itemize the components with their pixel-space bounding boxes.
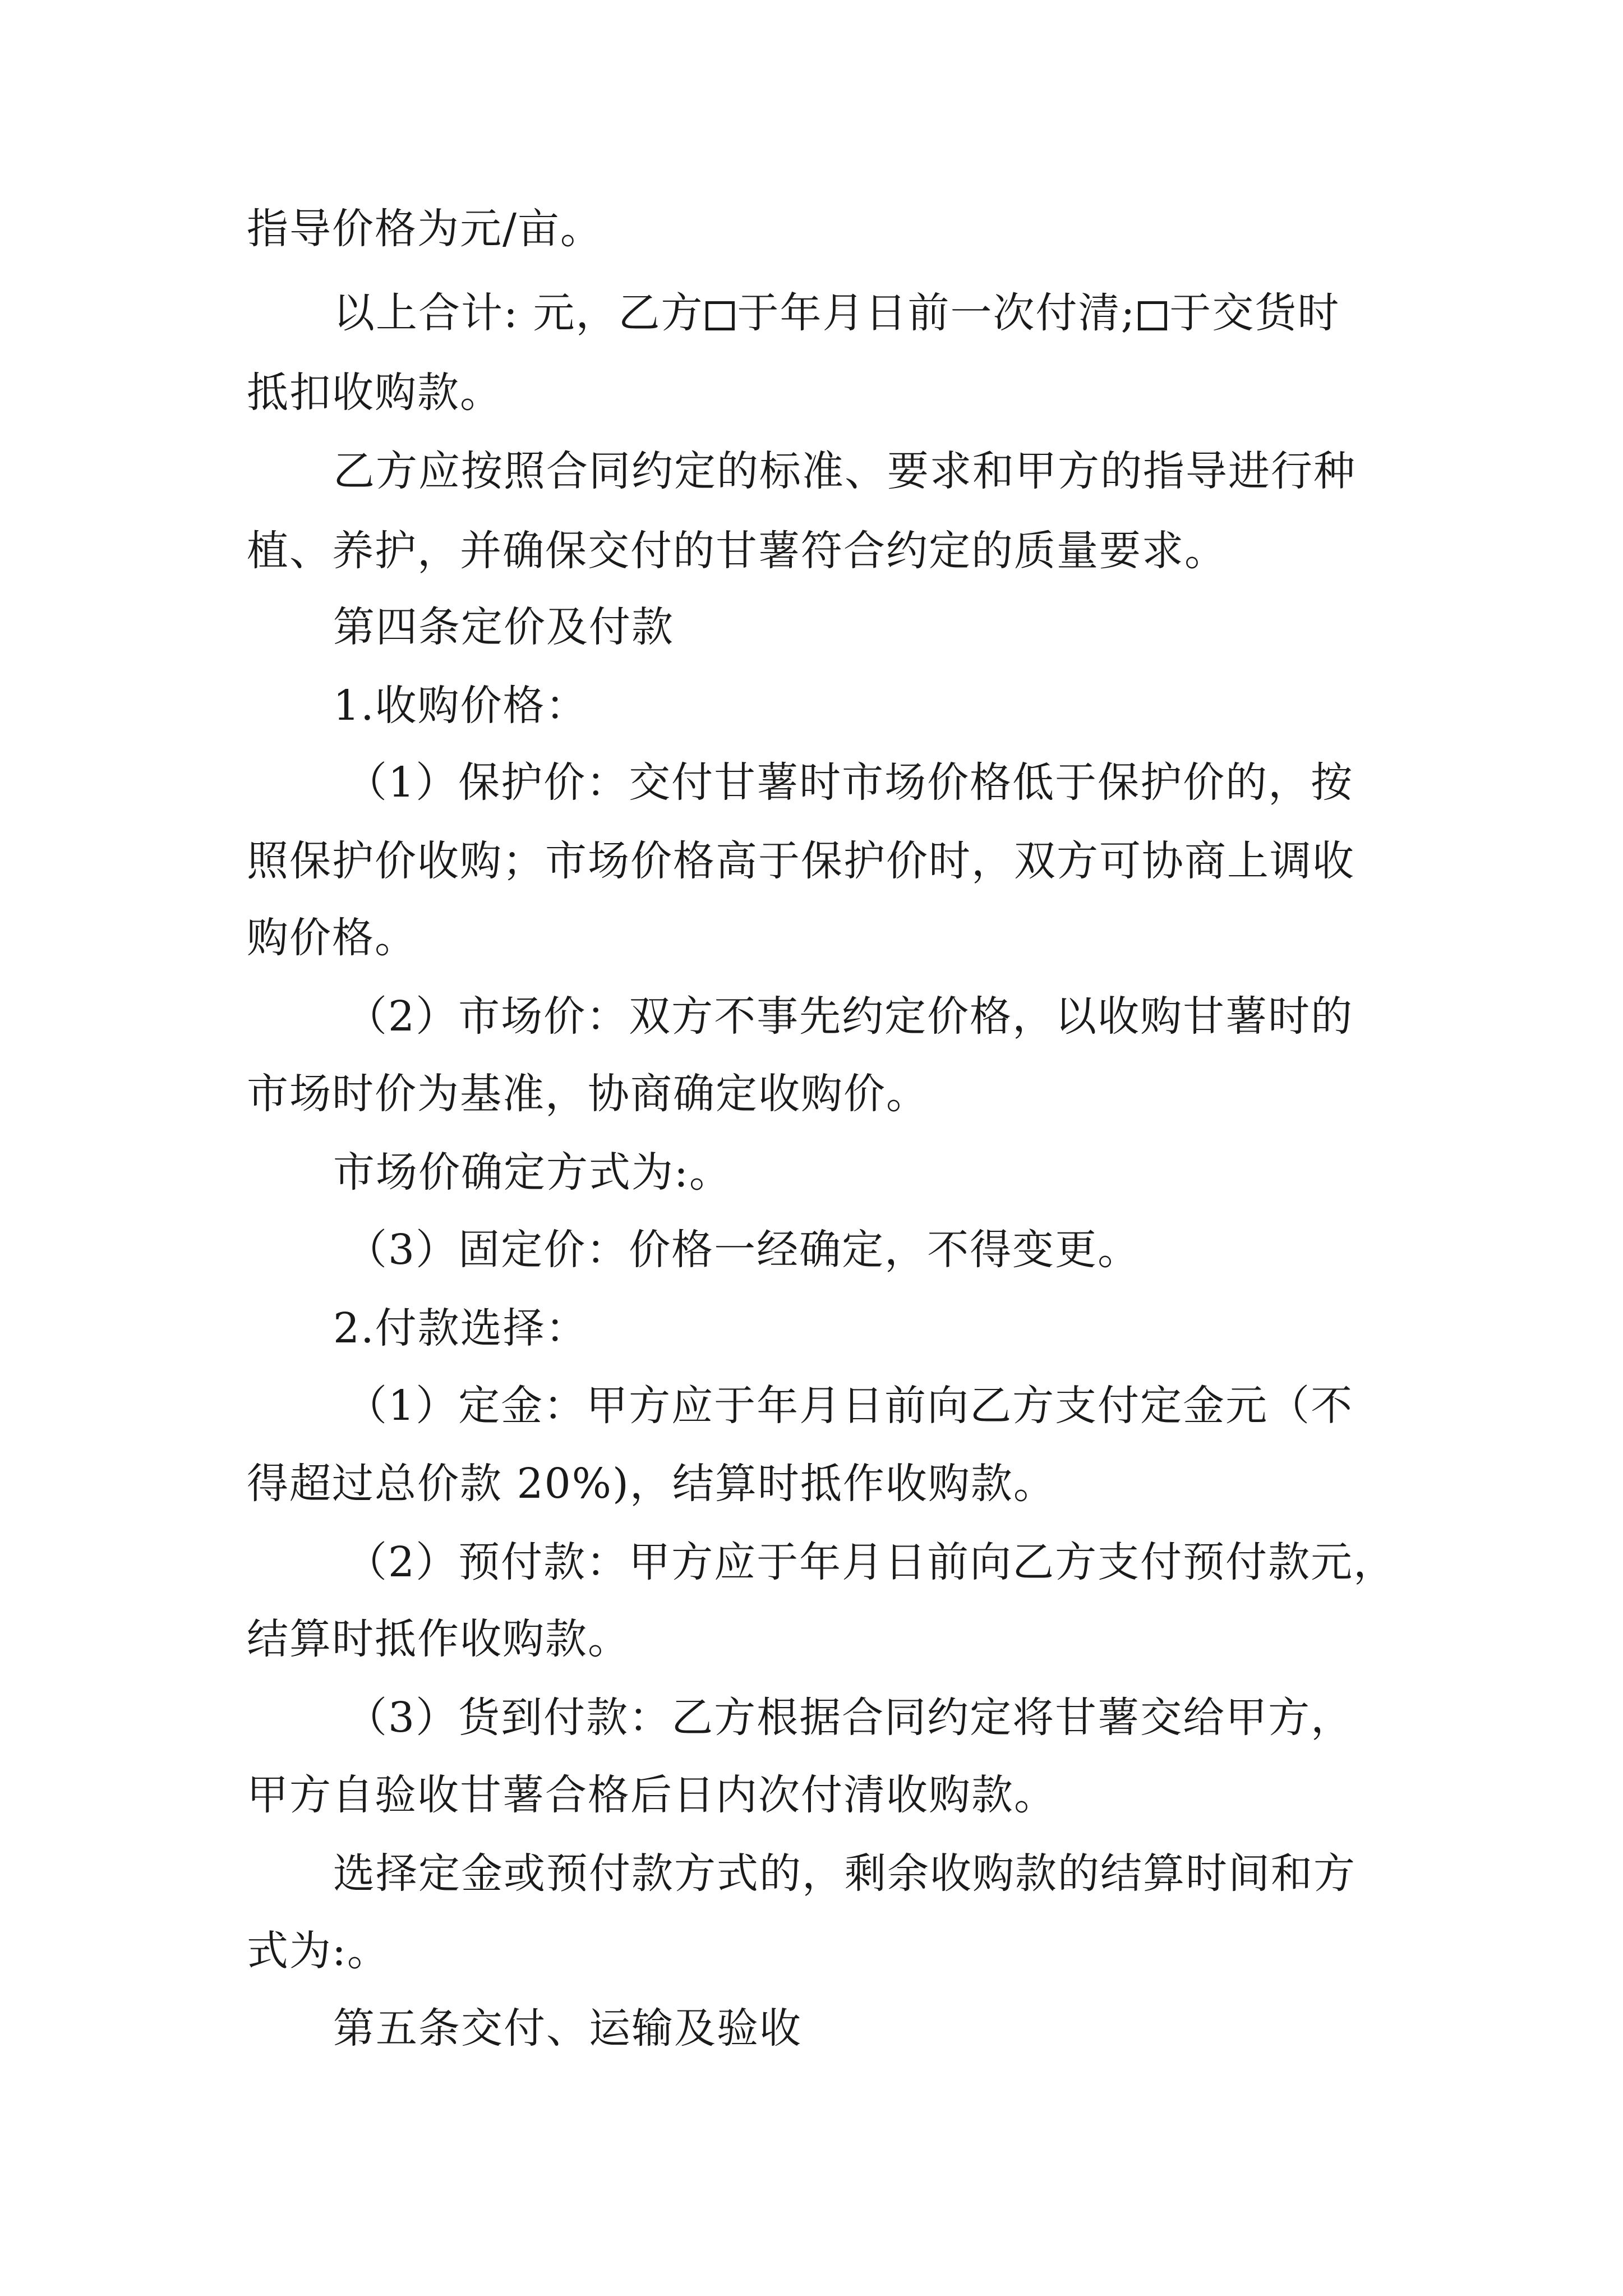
text-segment: 于交货时 [1169, 289, 1340, 337]
subsection-heading: 1.收购价格： [333, 682, 588, 730]
text-line: 得超过总价款 20%)，结算时抵作收购款。 [247, 1460, 1056, 1508]
text-line: 照保护价收购；市场价格高于保护价时，双方可协商上调收 [247, 837, 1355, 885]
text-line: 甲方自验收甘薯合格后日内次付清收购款。 [247, 1771, 1057, 1819]
deduct-on-delivery-checkbox[interactable] [1138, 301, 1167, 330]
text-line: 式为:。 [247, 1927, 390, 1975]
text-line: 市场时价为基准，协商确定收购价。 [247, 1070, 929, 1118]
text-line: （3）固定价：价格一经确定，不得变更。 [345, 1226, 1141, 1274]
text-line: 选择定金或预付款方式的，剩余收购款的结算时间和方 [333, 1849, 1356, 1898]
subsection-heading: 2.付款选择： [333, 1304, 588, 1352]
text-line: （2）预付款：甲方应于年月日前向乙方支付预付款元， [345, 1538, 1396, 1586]
section-heading: 第五条交付、运输及验收 [333, 2004, 802, 2053]
text-line: 抵扣收购款。 [247, 369, 502, 417]
payment-total-line [333, 285, 1340, 341]
text-line: 乙方应按照合同约定的标准、要求和甲方的指导进行种 [333, 447, 1356, 495]
text-line: 植、养护，并确保交付的甘薯符合约定的质量要求。 [247, 527, 1227, 575]
text-line: 购价格。 [247, 914, 417, 962]
one-time-payment-checkbox[interactable] [706, 301, 735, 330]
text-line: （1）保护价：交付甘薯时市场价格低于保护价的，按 [345, 758, 1354, 807]
text-segment: 于年月日前一次付清; [737, 289, 1136, 337]
text-line: （3）货到付款：乙方根据合同约定将甘薯交给甲方， [345, 1694, 1354, 1742]
text-line: 指导价格为元/亩。 [247, 205, 603, 253]
text-line: 结算时抵作收购款。 [247, 1615, 630, 1663]
text-line: 市场价确定方式为:。 [333, 1148, 732, 1197]
text-line: （1）定金：甲方应于年月日前向乙方支付定金元（不 [345, 1382, 1354, 1430]
text-segment: 以上合计: 元，乙方 [333, 289, 704, 337]
section-heading: 第四条定价及付款 [333, 603, 674, 651]
text-line: （2）市场价：双方不事先约定价格，以收购甘薯时的 [345, 992, 1354, 1041]
